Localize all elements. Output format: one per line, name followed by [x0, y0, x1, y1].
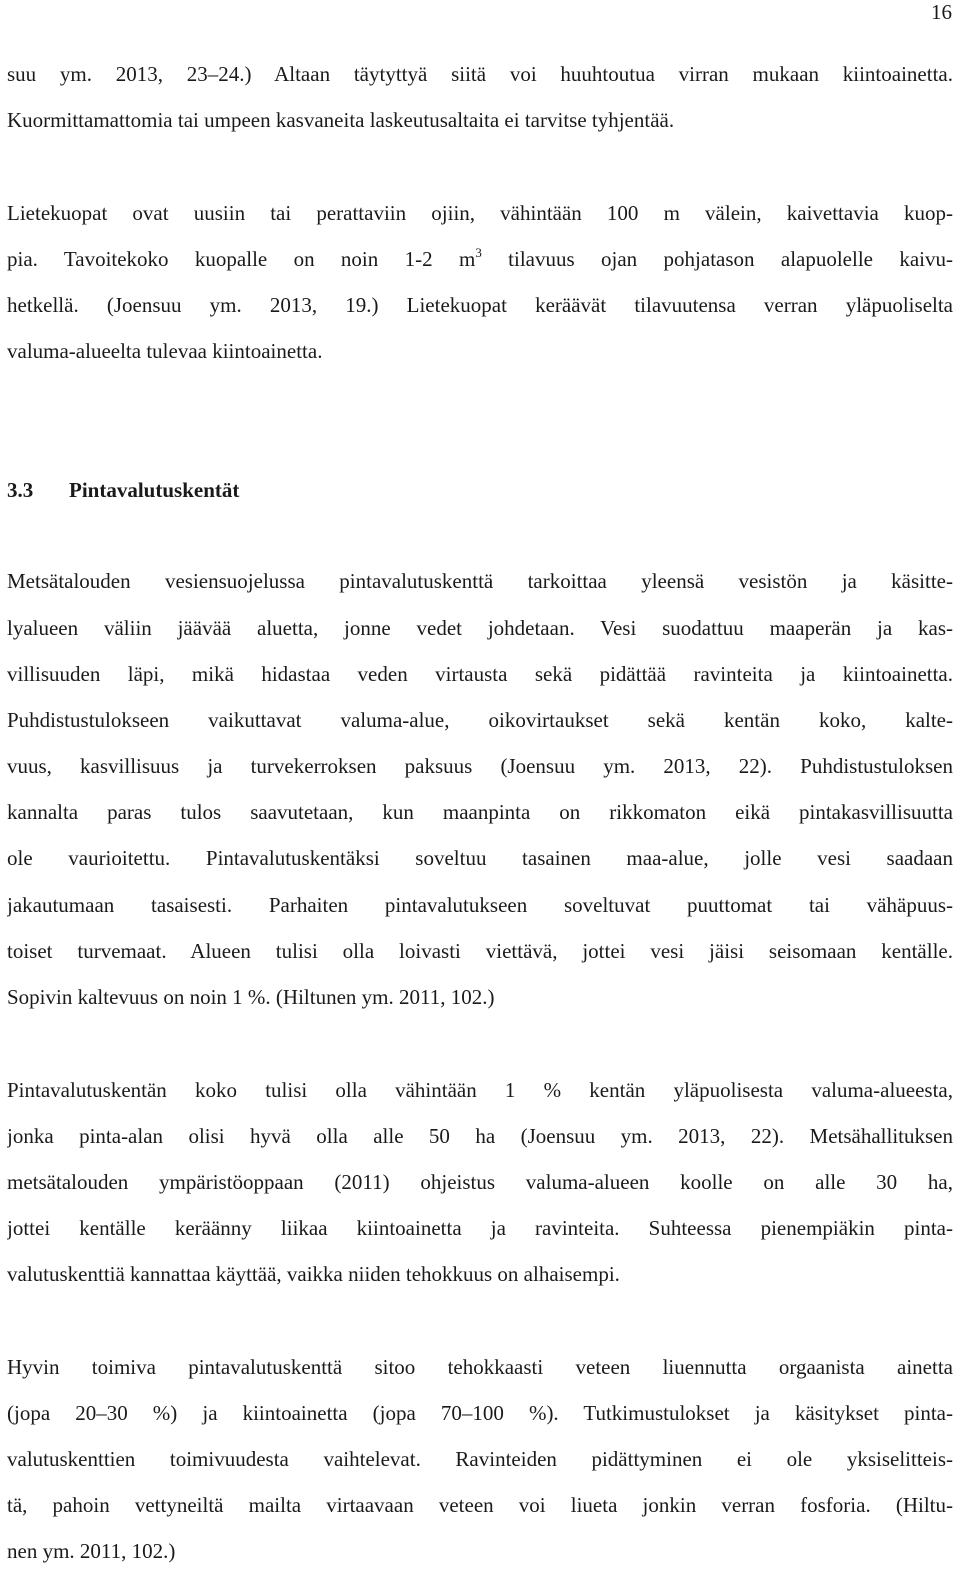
text-line: suu ym. 2013, 23–24.) Altaan täytyttyä siitä voi huuhtoutua virran mukaan kiintoainetta. [7, 62, 953, 86]
page-number: 16 [931, 0, 952, 24]
text-line: ole vaurioitettu. Pintavalutuskentäksi soveltuu tasainen maa-alue, jolle vesi saadaan [7, 846, 953, 870]
text-line: Hyvin toimiva pintavalutuskenttä sitoo tehokkaasti veteen liuennutta orgaanista ainetta [7, 1355, 953, 1379]
text-line: lyalueen väliin jäävää aluetta, jonne vedet johdetaan. Vesi suodattuu maaperän ja kas- [7, 616, 953, 640]
text-line: (jopa 20–30 %) ja kiintoainetta (jopa 70–100 %). Tutkimustulokset ja käsitykset pinta- [7, 1401, 953, 1425]
text-line: nen ym. 2011, 102.) [7, 1539, 176, 1563]
text-line [7, 246, 953, 272]
text-line: toiset turvemaat. Alueen tulisi olla loivasti viettävä, jottei vesi jäisi seisomaan kentälle. [7, 939, 953, 963]
text-line: jottei kentälle keräänny liikaa kiintoainetta ja ravinteita. Suhteessa pienempiäkin pinta- [7, 1216, 953, 1240]
text-line: valutuskenttien toimivuudesta vaihtelevat. Ravinteiden pidättyminen ei ole yksiselitteis- [7, 1447, 953, 1471]
text-line: jakautumaan tasaisesti. Parhaiten pintavalutukseen soveltuvat puuttomat tai vähäpuus- [7, 893, 953, 917]
section-number: 3.3 [7, 478, 34, 502]
text-line: valutuskenttiä kannattaa käyttää, vaikka niiden tehokkuus on alhaisempi. [7, 1262, 620, 1286]
section-heading [7, 477, 239, 503]
text-fragment: tilavuus ojan pohjatason alapuolelle kaivu- [481, 247, 953, 271]
text-line: hetkellä. (Joensuu ym. 2013, 19.) Lietekuopat keräävät tilavuutensa verran yläpuoliselta [7, 293, 953, 317]
text-fragment: pia. Tavoitekoko kuopalle on noin 1-2 m [7, 247, 476, 271]
text-line: Kuormittamattomia tai umpeen kasvaneita laskeutusaltaita ei tarvitse tyhjentää. [7, 108, 675, 132]
text-line: Pintavalutuskentän koko tulisi olla vähintään 1 % kentän yläpuolisesta valuma-alueesta, [7, 1078, 953, 1102]
section-title: Pintavalutuskentät [69, 478, 240, 502]
text-line: Lietekuopat ovat uusiin tai perattaviin ojiin, vähintään 100 m välein, kaivettavia kuop- [7, 201, 953, 225]
superscript-exponent: 3 [475, 246, 482, 260]
text-line: metsätalouden ympäristöoppaan (2011) ohjeistus valuma-alueen koolle on alle 30 ha, [7, 1170, 953, 1194]
text-line: villisuuden läpi, mikä hidastaa veden virtausta sekä pidättää ravinteita ja kiintoainetta. [7, 662, 953, 686]
text-line: Sopivin kaltevuus on noin 1 %. (Hiltunen ym. 2011, 102.) [7, 985, 495, 1009]
text-line: kannalta paras tulos saavutetaan, kun maanpinta on rikkomaton eikä pintakasvillisuutta [7, 800, 953, 824]
text-line: tä, pahoin vettyneiltä mailta virtaavaan veteen voi liueta jonkin verran fosforia. (Hiltu- [7, 1493, 953, 1517]
text-line: jonka pinta-alan olisi hyvä olla alle 50 ha (Joensuu ym. 2013, 22). Metsähallituksen [7, 1124, 953, 1148]
text-line: vuus, kasvillisuus ja turvekerroksen paksuus (Joensuu ym. 2013, 22). Puhdistustuloksen [7, 754, 953, 778]
text-line: Metsätalouden vesiensuojelussa pintavalutuskenttä tarkoittaa yleensä vesistön ja käsitte- [7, 569, 953, 593]
text-line: Puhdistustulokseen vaikuttavat valuma-alue, oikovirtaukset sekä kentän koko, kalte- [7, 708, 953, 732]
text-line: valuma-alueelta tulevaa kiintoainetta. [7, 339, 323, 363]
